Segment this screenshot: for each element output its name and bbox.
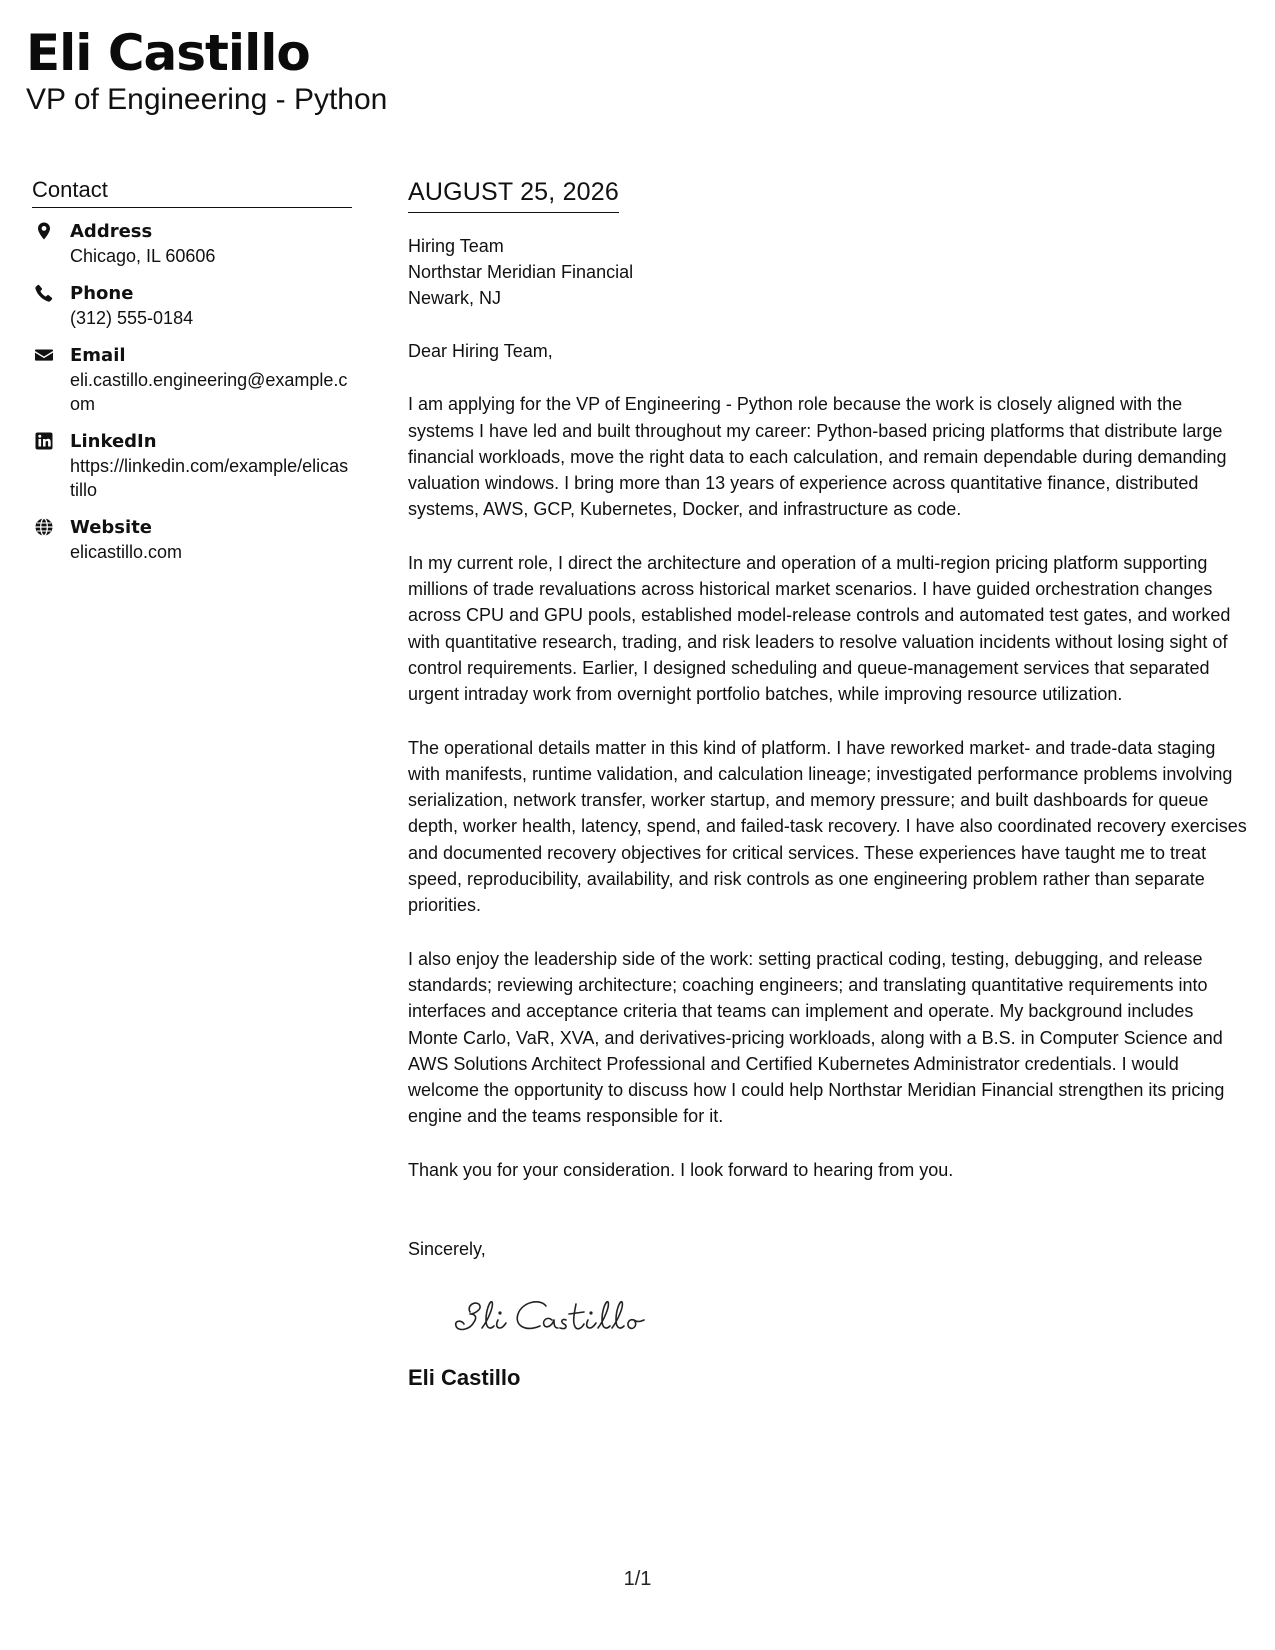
contact-value: (312) 555-0184 xyxy=(70,308,194,328)
signer-name: Eli Castillo xyxy=(408,1365,521,1391)
contact-item-website xyxy=(32,516,352,564)
letter-body xyxy=(408,176,1248,1392)
contact-label: Website xyxy=(70,517,153,538)
contact-item-phone xyxy=(32,282,352,330)
contact-value: https://linkedin.com/example/elicastillo xyxy=(70,456,349,500)
contact-label: Address xyxy=(70,221,153,242)
contact-item-linkedin xyxy=(32,430,352,502)
contact-label: LinkedIn xyxy=(70,431,157,452)
contact-label: Email xyxy=(70,345,126,366)
recipient-line: Northstar Meridian Financial xyxy=(408,262,634,282)
letter-date: AUGUST 25, 2026 xyxy=(408,176,619,213)
recipient-block xyxy=(408,233,1248,311)
envelope-icon xyxy=(34,345,54,365)
phone-icon xyxy=(34,283,54,303)
job-title: VP of Engineering - Python xyxy=(26,83,388,116)
contact-value: elicastillo.com xyxy=(70,542,183,562)
applicant-name: Eli Castillo xyxy=(26,24,310,82)
recipient-line: Hiring Team xyxy=(408,236,504,256)
contact-label: Phone xyxy=(70,283,134,304)
page-number: 1/1 xyxy=(623,1568,652,1590)
paragraph: Thank you for your consideration. I look forward to hearing from you. xyxy=(408,1159,954,1180)
paragraph: The operational details matter in this kind of platform. I have reworked market- and trade-data staging with manifests, runtime validation, and calculation lineage; investigated performance problems involving serialization, network transfer, worker startup, and memory pressure; and built dashboards for queue depth, worker health, latency, spend, and failed-task recovery. I have also coordinated recovery exercises and documented recovery objectives for critical services. These experiences have taught me to treat speed, reproducibility, availability, and risk controls as one engineering problem rather than separate priorities. xyxy=(408,737,1247,916)
paragraph: I am applying for the VP of Engineering - Python role because the work is closely aligned with the systems I have led and built throughout my career: Python-based pricing platforms that distribute large financial workloads, move the right data to each calculation, and remain dependable during demanding valuation windows. I bring more than 13 years of experience across quantitative finance, distributed systems, AWS, GCP, Kubernetes, Docker, and infrastructure as code. xyxy=(408,394,1227,520)
contact-value: Chicago, IL 60606 xyxy=(70,246,216,266)
contact-item-address xyxy=(32,220,352,268)
handwritten-signature xyxy=(448,1290,708,1350)
signature-image xyxy=(448,1290,708,1350)
map-pin-icon xyxy=(34,221,54,241)
contact-sidebar xyxy=(32,176,352,578)
linkedin-icon xyxy=(34,431,54,451)
contact-item-email xyxy=(32,344,352,416)
contact-list xyxy=(32,220,352,564)
paragraph: I also enjoy the leadership side of the work: setting practical coding, testing, debugging, and release standards; reviewing architecture; coaching engineers; and translating quantitative requirements into interfaces and acceptance criteria that teams can implement and operate. My background includes Monte Carlo, VaR, XVA, and derivatives-pricing workloads, along with a B.S. in Computer Science and AWS Solutions Architect Professional and Certified Kubernetes Administrator credentials. I would welcome the opportunity to discuss how I could help Northstar Meridian Financial strengthen its pricing engine and the teams responsible for it. xyxy=(408,948,1225,1127)
contact-heading: Contact xyxy=(32,176,352,208)
contact-value: eli.castillo.engineering@example.com xyxy=(70,370,348,414)
header xyxy=(26,22,387,118)
globe-icon xyxy=(34,517,54,537)
salutation: Dear Hiring Team, xyxy=(408,341,553,361)
paragraph: In my current role, I direct the architecture and operation of a multi-region pricing platform supporting millions of trade revaluations across historical market scenarios. I have guided orchestration changes across CPU and GPU pools, established model-release controls and automated test gates, and worked with quantitative research, trading, and risk leaders to resolve valuation incidents without losing sight of control requirements. Earlier, I designed scheduling and queue-management services that separated urgent intraday work from overnight portfolio batches, while improving resource utilization. xyxy=(408,552,1231,705)
recipient-line: Newark, NJ xyxy=(408,288,502,308)
closing: Sincerely, xyxy=(408,1239,486,1260)
